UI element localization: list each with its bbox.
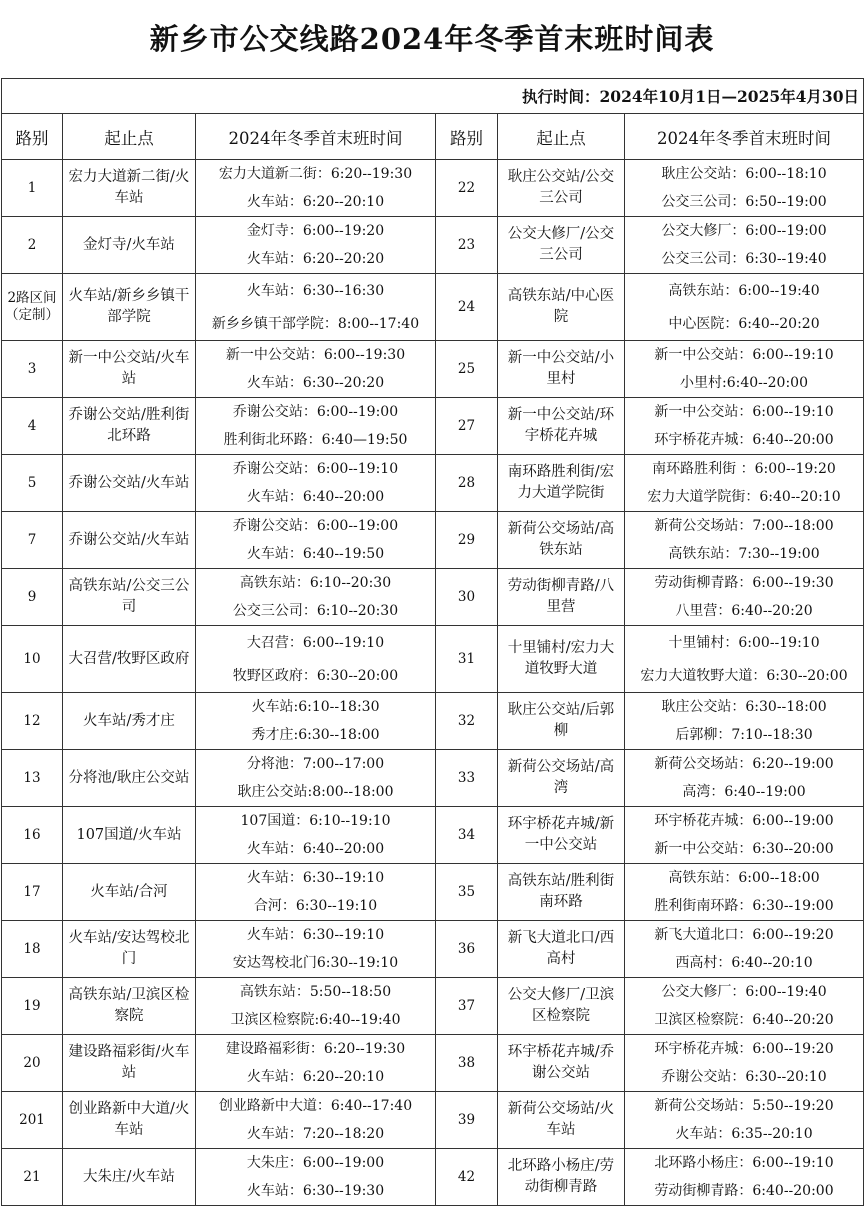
route-times <box>196 1149 436 1206</box>
route-endpoints: 高铁东站/胜利街南环路 <box>498 864 625 921</box>
table-row <box>2 455 864 512</box>
second-terminal-time: 小里村:6:40--20:00 <box>680 375 808 391</box>
first-terminal-time: 新一中公交站：6:00--19:30 <box>225 347 406 363</box>
route-endpoints: 新一中公交站/小里村 <box>498 341 625 398</box>
route-number: 30 <box>436 569 498 626</box>
table-row <box>2 341 864 398</box>
effective-date: 执行时间：2024年10月1日—2025年4月30日 <box>2 79 864 114</box>
second-terminal-time: 高铁东站：7:30--19:00 <box>668 546 820 562</box>
first-terminal-time: 北环路小杨庄：6:00--19:10 <box>654 1155 834 1171</box>
first-terminal-time: 分将池：7:00--17:00 <box>246 756 385 772</box>
second-terminal-time: 火车站：6:40--19:50 <box>246 546 385 562</box>
table-row <box>2 512 864 569</box>
route-times <box>625 1092 864 1149</box>
route-endpoints: 乔谢公交站/火车站 <box>63 512 196 569</box>
route-number: 4 <box>2 398 63 455</box>
first-terminal-time: 南环路胜利街 ：6:00--19:20 <box>652 461 836 477</box>
route-endpoints: 高铁东站/公交三公司 <box>63 569 196 626</box>
first-terminal-time: 高铁东站：6:00--19:40 <box>668 282 820 299</box>
first-terminal-time: 耿庄公交站：6:00--18:10 <box>661 166 827 182</box>
route-times <box>196 1035 436 1092</box>
route-number: 33 <box>436 750 498 807</box>
second-terminal-time: 卫滨区检察院：6:40--20:20 <box>654 1012 834 1028</box>
route-endpoints: 宏力大道新二街/火车站 <box>63 160 196 217</box>
header-endpoints-right: 起止点 <box>498 114 625 160</box>
route-times <box>196 341 436 398</box>
route-times <box>196 1092 436 1149</box>
first-terminal-time: 高铁东站：6:00--18:00 <box>668 870 820 886</box>
route-number: 12 <box>2 693 63 750</box>
page-title: 新乡市公交线路2024年冬季首末班时间表 <box>149 22 715 56</box>
route-endpoints: 火车站/安达驾校北门 <box>63 921 196 978</box>
first-terminal-time: 新一中公交站：6:00--19:10 <box>654 347 834 363</box>
route-times <box>625 569 864 626</box>
route-times <box>625 341 864 398</box>
route-times <box>196 750 436 807</box>
second-terminal-time: 公交三公司：6:30--19:40 <box>661 251 827 267</box>
route-number: 36 <box>436 921 498 978</box>
table-row <box>2 1035 864 1092</box>
route-times <box>196 921 436 978</box>
route-endpoints: 高铁东站/中心医院 <box>498 274 625 341</box>
route-endpoints: 公交大修厂/公交三公司 <box>498 217 625 274</box>
route-endpoints: 新一中公交站/环宇桥花卉城 <box>498 398 625 455</box>
second-terminal-time: 秀才庄:6:30--18:00 <box>251 727 380 743</box>
table-row <box>2 626 864 693</box>
route-times <box>196 455 436 512</box>
effective-date-row <box>2 79 864 114</box>
second-terminal-time: 八里营：6:40--20:20 <box>675 603 813 619</box>
route-endpoints: 分将池/耿庄公交站 <box>63 750 196 807</box>
route-number: 201 <box>2 1092 63 1149</box>
route-times <box>196 978 436 1035</box>
route-number: 3 <box>2 341 63 398</box>
first-terminal-time: 乔谢公交站：6:00--19:00 <box>232 518 399 534</box>
route-number: 2 <box>2 217 63 274</box>
route-number: 42 <box>436 1149 498 1206</box>
first-terminal-time: 大召营：6:00--19:10 <box>246 634 385 651</box>
second-terminal-time: 新乡乡镇干部学院：8:00--17:40 <box>211 315 420 332</box>
first-terminal-time: 火车站：6:30--19:10 <box>246 927 385 943</box>
route-endpoints: 火车站/合河 <box>63 864 196 921</box>
route-times <box>625 398 864 455</box>
route-number: 32 <box>436 693 498 750</box>
route-endpoints: 新一中公交站/火车站 <box>63 341 196 398</box>
route-number: 19 <box>2 978 63 1035</box>
route-number: 29 <box>436 512 498 569</box>
route-endpoints: 耿庄公交站/后郭柳 <box>498 693 625 750</box>
first-terminal-time: 新荷公交场站：5:50--19:20 <box>654 1098 834 1114</box>
first-terminal-time: 宏力大道新二街：6:20--19:30 <box>218 166 413 182</box>
first-terminal-time: 创业路新中大道：6:40--17:40 <box>218 1098 413 1114</box>
first-terminal-time: 环宇桥花卉城：6:00--19:20 <box>654 1041 834 1057</box>
second-terminal-time: 火车站：6:30--20:20 <box>246 375 385 391</box>
route-times <box>196 693 436 750</box>
route-endpoints: 北环路小杨庄/劳动街柳青路 <box>498 1149 625 1206</box>
route-endpoints: 新飞大道北口/西高村 <box>498 921 625 978</box>
table-row <box>2 160 864 217</box>
route-number: 23 <box>436 217 498 274</box>
table-row <box>2 274 864 341</box>
table-row <box>2 750 864 807</box>
route-times <box>625 512 864 569</box>
header-route-right: 路别 <box>436 114 498 160</box>
route-endpoints: 环宇桥花卉城/乔谢公交站 <box>498 1035 625 1092</box>
second-terminal-time: 宏力大道牧野大道：6:30--20:00 <box>640 667 848 684</box>
route-number: 10 <box>2 626 63 693</box>
table-row <box>2 569 864 626</box>
first-terminal-time: 新一中公交站：6:00--19:10 <box>654 404 834 420</box>
route-endpoints: 环宇桥花卉城/新一中公交站 <box>498 807 625 864</box>
route-number: 24 <box>436 274 498 341</box>
route-number: 38 <box>436 1035 498 1092</box>
second-terminal-time: 卫滨区检察院:6:40--19:40 <box>230 1012 401 1028</box>
route-number: 7 <box>2 512 63 569</box>
route-times <box>625 1149 864 1206</box>
route-endpoints: 创业路新中大道/火车站 <box>63 1092 196 1149</box>
table-row <box>2 978 864 1035</box>
second-terminal-time: 后郭柳：7:10--18:30 <box>675 727 813 743</box>
route-number: 37 <box>436 978 498 1035</box>
route-number: 20 <box>2 1035 63 1092</box>
route-times <box>625 807 864 864</box>
first-terminal-time: 新荷公交场站：7:00--18:00 <box>654 518 834 534</box>
first-terminal-time: 公交大修厂：6:00--19:00 <box>661 223 827 239</box>
second-terminal-time: 安达驾校北门6:30--19:10 <box>232 955 399 971</box>
second-terminal-time: 劳动街柳青路：6:40--20:00 <box>654 1183 834 1199</box>
route-times <box>625 626 864 693</box>
route-times <box>196 274 436 341</box>
second-terminal-time: 火车站：6:20--20:20 <box>246 251 385 267</box>
second-terminal-time: 乔谢公交站：6:30--20:10 <box>661 1069 827 1085</box>
route-endpoints: 十里铺村/宏力大道牧野大道 <box>498 626 625 693</box>
first-terminal-time: 新飞大道北口：6:00--19:20 <box>654 927 834 943</box>
second-terminal-time: 火车站：6:20--20:10 <box>246 194 385 210</box>
route-endpoints: 乔谢公交站/火车站 <box>63 455 196 512</box>
route-endpoints: 劳动街柳青路/八里营 <box>498 569 625 626</box>
first-terminal-time: 107国道：6:10--19:10 <box>240 813 391 829</box>
route-endpoints: 金灯寺/火车站 <box>63 217 196 274</box>
table-row <box>2 1149 864 1206</box>
route-times <box>625 217 864 274</box>
route-endpoints: 火车站/秀才庄 <box>63 693 196 750</box>
table-row <box>2 921 864 978</box>
table-row <box>2 807 864 864</box>
first-terminal-time: 火车站:6:10--18:30 <box>251 699 380 715</box>
second-terminal-time: 西高村：6:40--20:10 <box>675 955 813 971</box>
first-terminal-time: 高铁东站：6:10--20:30 <box>239 575 392 591</box>
route-number: 1 <box>2 160 63 217</box>
first-terminal-time: 火车站：6:30--19:10 <box>246 870 385 886</box>
route-endpoints: 新荷公交场站/高湾 <box>498 750 625 807</box>
first-terminal-time: 耿庄公交站：6:30--18:00 <box>661 699 827 715</box>
route-endpoints: 建设路福彩街/火车站 <box>63 1035 196 1092</box>
route-number: 27 <box>436 398 498 455</box>
route-times <box>196 807 436 864</box>
first-terminal-time: 建设路福彩街：6:20--19:30 <box>225 1041 406 1057</box>
second-terminal-time: 中心医院：6:40--20:20 <box>668 315 820 332</box>
route-endpoints: 火车站/新乡乡镇干部学院 <box>63 274 196 341</box>
route-endpoints: 公交大修厂/卫滨区检察院 <box>498 978 625 1035</box>
route-times <box>196 864 436 921</box>
table-row <box>2 864 864 921</box>
route-endpoints: 大召营/牧野区政府 <box>63 626 196 693</box>
table-row <box>2 1092 864 1149</box>
second-terminal-time: 胜利街北环路：6:40—19:50 <box>223 432 408 448</box>
route-times <box>625 455 864 512</box>
route-endpoints: 107国道/火车站 <box>63 807 196 864</box>
first-terminal-time: 环宇桥花卉城：6:00--19:00 <box>654 813 834 829</box>
first-terminal-time: 金灯寺：6:00--19:20 <box>246 223 385 239</box>
second-terminal-time: 火车站：6:40--20:00 <box>246 489 385 505</box>
second-terminal-time: 火车站：6:40--20:00 <box>246 841 385 857</box>
schedule-table <box>1 78 864 1206</box>
header-row <box>2 114 864 160</box>
second-terminal-time: 火车站：7:20--18:20 <box>246 1126 385 1142</box>
table-row <box>2 398 864 455</box>
route-number: 5 <box>2 455 63 512</box>
route-endpoints: 高铁东站/卫滨区检察院 <box>63 978 196 1035</box>
route-endpoints: 大朱庄/火车站 <box>63 1149 196 1206</box>
route-number: 21 <box>2 1149 63 1206</box>
route-number: 28 <box>436 455 498 512</box>
route-number: 22 <box>436 160 498 217</box>
route-number: 17 <box>2 864 63 921</box>
route-times <box>196 569 436 626</box>
route-number: 25 <box>436 341 498 398</box>
second-terminal-time: 胜利街南环路：6:30--19:00 <box>654 898 834 914</box>
route-times <box>625 274 864 341</box>
route-endpoints: 新荷公交场站/火车站 <box>498 1092 625 1149</box>
second-terminal-time: 宏力大道学院街：6:40--20:10 <box>647 489 841 505</box>
second-terminal-time: 高湾：6:40--19:00 <box>682 784 806 800</box>
route-times <box>196 160 436 217</box>
second-terminal-time: 火车站：6:30--19:30 <box>246 1183 385 1199</box>
second-terminal-time: 公交三公司：6:50--19:00 <box>661 194 827 210</box>
first-terminal-time: 乔谢公交站：6:00--19:00 <box>232 404 399 420</box>
route-number: 35 <box>436 864 498 921</box>
route-number: 16 <box>2 807 63 864</box>
second-terminal-time: 新一中公交站：6:30--20:00 <box>654 841 834 857</box>
route-times <box>625 921 864 978</box>
second-terminal-time: 火车站：6:35--20:10 <box>675 1126 813 1142</box>
second-terminal-time: 牧野区政府：6:30--20:00 <box>232 667 399 684</box>
first-terminal-time: 十里铺村：6:00--19:10 <box>668 634 820 651</box>
route-times <box>625 160 864 217</box>
route-number: 31 <box>436 626 498 693</box>
header-route-left: 路别 <box>2 114 63 160</box>
route-endpoints: 南环路胜利街/宏力大道学院街 <box>498 455 625 512</box>
table-row <box>2 693 864 750</box>
route-number: 18 <box>2 921 63 978</box>
route-times <box>196 398 436 455</box>
route-times <box>625 864 864 921</box>
route-number: 9 <box>2 569 63 626</box>
route-number: 34 <box>436 807 498 864</box>
route-endpoints: 新荷公交场站/高铁东站 <box>498 512 625 569</box>
table-row <box>2 217 864 274</box>
second-terminal-time: 公交三公司：6:10--20:30 <box>232 603 399 619</box>
first-terminal-time: 公交大修厂：6:00--19:40 <box>661 984 827 1000</box>
first-terminal-time: 新荷公交场站：6:20--19:00 <box>654 756 834 772</box>
route-times <box>625 978 864 1035</box>
route-times <box>196 626 436 693</box>
route-number: 2路区间（定制） <box>2 274 63 341</box>
route-times <box>196 217 436 274</box>
route-endpoints: 乔谢公交站/胜利街北环路 <box>63 398 196 455</box>
first-terminal-time: 劳动街柳青路：6:00--19:30 <box>654 575 834 591</box>
route-endpoints: 耿庄公交站/公交三公司 <box>498 160 625 217</box>
header-times-right: 2024年冬季首末班时间 <box>625 114 864 160</box>
second-terminal-time: 合河：6:30--19:10 <box>253 898 378 914</box>
first-terminal-time: 火车站：6:30--16:30 <box>246 282 385 299</box>
first-terminal-time: 大朱庄：6:00--19:00 <box>246 1155 385 1171</box>
header-times-left: 2024年冬季首末班时间 <box>196 114 436 160</box>
route-number: 39 <box>436 1092 498 1149</box>
first-terminal-time: 乔谢公交站：6:00--19:10 <box>232 461 399 477</box>
route-times <box>625 750 864 807</box>
second-terminal-time: 耿庄公交站:8:00--18:00 <box>237 784 394 800</box>
first-terminal-time: 高铁东站：5:50--18:50 <box>239 984 392 1000</box>
route-times <box>625 1035 864 1092</box>
header-endpoints-left: 起止点 <box>63 114 196 160</box>
second-terminal-time: 环宇桥花卉城：6:40--20:00 <box>654 432 834 448</box>
route-times <box>196 512 436 569</box>
second-terminal-time: 火车站：6:20--20:10 <box>246 1069 385 1085</box>
route-number: 13 <box>2 750 63 807</box>
route-times <box>625 693 864 750</box>
